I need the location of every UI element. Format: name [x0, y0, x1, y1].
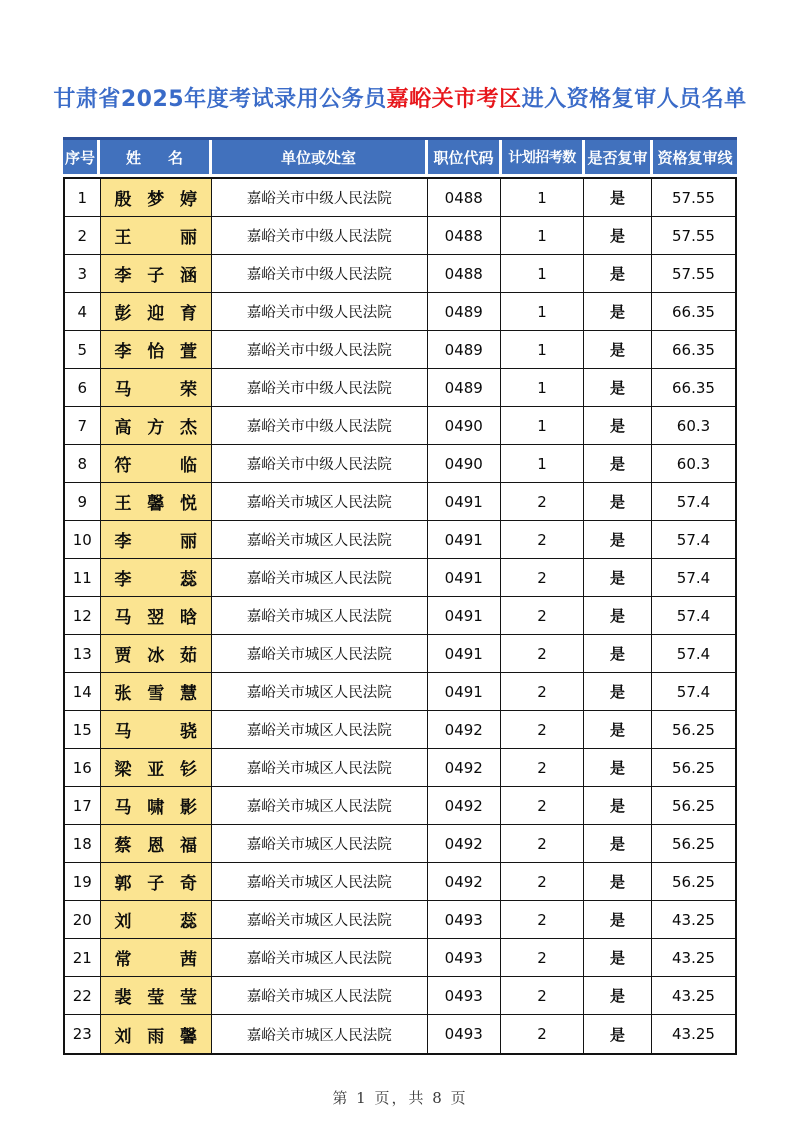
- cell-no: 13: [65, 635, 101, 673]
- cell-name: 马 翌 晗: [101, 597, 213, 635]
- cell-name: 李 蕊: [101, 559, 213, 597]
- column-header-plan: 计划招考数: [502, 140, 585, 174]
- cell-line: 57.4: [652, 635, 735, 673]
- cell-review: 是: [584, 255, 652, 293]
- column-header-code: 职位代码: [428, 140, 502, 174]
- table-row: [65, 825, 735, 863]
- cell-plan: 2: [501, 939, 584, 977]
- table-row: [65, 483, 735, 521]
- table-row: [65, 901, 735, 939]
- cell-review: 是: [584, 1015, 652, 1053]
- cell-line: 57.4: [652, 521, 735, 559]
- cell-no: 9: [65, 483, 101, 521]
- table-row: [65, 863, 735, 901]
- cell-name: 刘 雨 馨: [101, 1015, 213, 1053]
- cell-line: 43.25: [652, 977, 735, 1015]
- cell-plan: 1: [501, 293, 584, 331]
- cell-plan: 2: [501, 863, 584, 901]
- cell-code: 0489: [428, 293, 502, 331]
- cell-name: 李 子 涵: [101, 255, 213, 293]
- cell-code: 0492: [428, 749, 502, 787]
- cell-name: 彭 迎 育: [101, 293, 213, 331]
- cell-review: 是: [584, 179, 652, 217]
- cell-line: 66.35: [652, 331, 735, 369]
- table-row: [65, 635, 735, 673]
- table-row: [65, 521, 735, 559]
- page-footer: 第 1 页，共 8 页: [332, 1089, 468, 1107]
- cell-no: 4: [65, 293, 101, 331]
- cell-review: 是: [584, 521, 652, 559]
- cell-unit: 嘉峪关市城区人民法院: [212, 863, 428, 901]
- cell-plan: 1: [501, 445, 584, 483]
- page-title: [0, 0, 800, 113]
- cell-review: 是: [584, 673, 652, 711]
- cell-review: 是: [584, 939, 652, 977]
- cell-line: 43.25: [652, 901, 735, 939]
- column-header-name: 姓 名: [100, 140, 212, 174]
- column-header-line: 资格复审线: [653, 140, 737, 174]
- column-header-unit: 单位或处室: [212, 140, 428, 174]
- cell-code: 0492: [428, 825, 502, 863]
- cell-line: 56.25: [652, 863, 735, 901]
- cell-name: 贾 冰 茹: [101, 635, 213, 673]
- cell-unit: 嘉峪关市中级人民法院: [212, 217, 428, 255]
- cell-line: 57.4: [652, 673, 735, 711]
- cell-unit: 嘉峪关市城区人民法院: [212, 483, 428, 521]
- table-row: [65, 369, 735, 407]
- cell-plan: 1: [501, 331, 584, 369]
- cell-unit: 嘉峪关市城区人民法院: [212, 749, 428, 787]
- cell-code: 0493: [428, 901, 502, 939]
- cell-unit: 嘉峪关市城区人民法院: [212, 521, 428, 559]
- cell-unit: 嘉峪关市城区人民法院: [212, 939, 428, 977]
- cell-plan: 1: [501, 369, 584, 407]
- table-row: [65, 293, 735, 331]
- cell-no: 17: [65, 787, 101, 825]
- cell-plan: 2: [501, 901, 584, 939]
- cell-line: 66.35: [652, 293, 735, 331]
- table-row: [65, 217, 735, 255]
- cell-plan: 2: [501, 749, 584, 787]
- cell-unit: 嘉峪关市城区人民法院: [212, 635, 428, 673]
- cell-no: 11: [65, 559, 101, 597]
- cell-unit: 嘉峪关市城区人民法院: [212, 673, 428, 711]
- cell-plan: 1: [501, 407, 584, 445]
- cell-line: 56.25: [652, 711, 735, 749]
- cell-no: 1: [65, 179, 101, 217]
- cell-review: 是: [584, 635, 652, 673]
- table-row: [65, 673, 735, 711]
- cell-name: 张 雪 慧: [101, 673, 213, 711]
- cell-code: 0491: [428, 673, 502, 711]
- cell-plan: 2: [501, 635, 584, 673]
- cell-no: 8: [65, 445, 101, 483]
- table-row: [65, 787, 735, 825]
- cell-plan: 2: [501, 977, 584, 1015]
- cell-no: 6: [65, 369, 101, 407]
- cell-name: 裴 莹 莹: [101, 977, 213, 1015]
- cell-review: 是: [584, 331, 652, 369]
- cell-code: 0491: [428, 559, 502, 597]
- cell-name: 常 茜: [101, 939, 213, 977]
- title-part-2: 进入资格复审人员名单: [521, 87, 747, 112]
- cell-no: 5: [65, 331, 101, 369]
- cell-no: 10: [65, 521, 101, 559]
- cell-line: 57.4: [652, 483, 735, 521]
- table-row: [65, 749, 735, 787]
- cell-code: 0490: [428, 445, 502, 483]
- cell-review: 是: [584, 597, 652, 635]
- cell-no: 2: [65, 217, 101, 255]
- cell-no: 14: [65, 673, 101, 711]
- cell-name: 郭 子 奇: [101, 863, 213, 901]
- cell-code: 0493: [428, 977, 502, 1015]
- column-header-no: 序号: [63, 140, 100, 174]
- cell-code: 0489: [428, 369, 502, 407]
- cell-no: 21: [65, 939, 101, 977]
- cell-plan: 2: [501, 825, 584, 863]
- cell-no: 7: [65, 407, 101, 445]
- cell-review: 是: [584, 483, 652, 521]
- cell-review: 是: [584, 787, 652, 825]
- cell-code: 0491: [428, 597, 502, 635]
- table-row: [65, 445, 735, 483]
- cell-name: 王 馨 悦: [101, 483, 213, 521]
- cell-plan: 2: [501, 673, 584, 711]
- cell-name: 梁 亚 钐: [101, 749, 213, 787]
- cell-review: 是: [584, 711, 652, 749]
- cell-code: 0492: [428, 863, 502, 901]
- cell-plan: 2: [501, 711, 584, 749]
- cell-name: 符 临: [101, 445, 213, 483]
- cell-code: 0491: [428, 635, 502, 673]
- table-row: [65, 939, 735, 977]
- cell-code: 0488: [428, 255, 502, 293]
- cell-name: 王 丽: [101, 217, 213, 255]
- table-row: [65, 179, 735, 217]
- table-row: [65, 977, 735, 1015]
- cell-unit: 嘉峪关市中级人民法院: [212, 407, 428, 445]
- cell-line: 43.25: [652, 939, 735, 977]
- cell-no: 22: [65, 977, 101, 1015]
- cell-line: 66.35: [652, 369, 735, 407]
- cell-plan: 2: [501, 521, 584, 559]
- cell-no: 20: [65, 901, 101, 939]
- cell-line: 60.3: [652, 407, 735, 445]
- cell-unit: 嘉峪关市中级人民法院: [212, 331, 428, 369]
- cell-unit: 嘉峪关市城区人民法院: [212, 597, 428, 635]
- title-highlight: 嘉峪关市考区: [386, 87, 522, 112]
- table-row: [65, 331, 735, 369]
- results-table: [63, 137, 737, 1055]
- cell-unit: 嘉峪关市城区人民法院: [212, 977, 428, 1015]
- table-body: [63, 177, 737, 1055]
- cell-plan: 2: [501, 483, 584, 521]
- cell-name: 李 丽: [101, 521, 213, 559]
- cell-no: 12: [65, 597, 101, 635]
- cell-unit: 嘉峪关市城区人民法院: [212, 559, 428, 597]
- cell-line: 57.55: [652, 217, 735, 255]
- cell-name: 马 骁: [101, 711, 213, 749]
- cell-unit: 嘉峪关市城区人民法院: [212, 1015, 428, 1053]
- cell-no: 16: [65, 749, 101, 787]
- cell-name: 殷 梦 婷: [101, 179, 213, 217]
- cell-line: 56.25: [652, 787, 735, 825]
- cell-code: 0493: [428, 939, 502, 977]
- cell-line: 60.3: [652, 445, 735, 483]
- cell-plan: 2: [501, 559, 584, 597]
- cell-review: 是: [584, 749, 652, 787]
- cell-code: 0488: [428, 179, 502, 217]
- table-row: [65, 1015, 735, 1053]
- cell-code: 0488: [428, 217, 502, 255]
- table-row: [65, 255, 735, 293]
- cell-name: 高 方 杰: [101, 407, 213, 445]
- cell-name: 蔡 恩 福: [101, 825, 213, 863]
- cell-unit: 嘉峪关市中级人民法院: [212, 445, 428, 483]
- cell-unit: 嘉峪关市中级人民法院: [212, 255, 428, 293]
- cell-line: 57.55: [652, 179, 735, 217]
- cell-line: 56.25: [652, 749, 735, 787]
- cell-code: 0489: [428, 331, 502, 369]
- cell-review: 是: [584, 407, 652, 445]
- cell-unit: 嘉峪关市城区人民法院: [212, 901, 428, 939]
- cell-line: 56.25: [652, 825, 735, 863]
- cell-review: 是: [584, 369, 652, 407]
- cell-review: 是: [584, 901, 652, 939]
- cell-unit: 嘉峪关市城区人民法院: [212, 711, 428, 749]
- cell-unit: 嘉峪关市城区人民法院: [212, 787, 428, 825]
- cell-line: 43.25: [652, 1015, 735, 1053]
- cell-line: 57.55: [652, 255, 735, 293]
- cell-unit: 嘉峪关市城区人民法院: [212, 825, 428, 863]
- column-header-review: 是否复审: [585, 140, 653, 174]
- cell-review: 是: [584, 977, 652, 1015]
- cell-review: 是: [584, 445, 652, 483]
- table-row: [65, 559, 735, 597]
- cell-unit: 嘉峪关市中级人民法院: [212, 369, 428, 407]
- table-row: [65, 711, 735, 749]
- cell-review: 是: [584, 559, 652, 597]
- cell-no: 23: [65, 1015, 101, 1053]
- cell-plan: 1: [501, 217, 584, 255]
- table-row: [65, 597, 735, 635]
- cell-plan: 2: [501, 597, 584, 635]
- cell-code: 0492: [428, 787, 502, 825]
- cell-code: 0493: [428, 1015, 502, 1053]
- cell-unit: 嘉峪关市中级人民法院: [212, 293, 428, 331]
- cell-line: 57.4: [652, 559, 735, 597]
- cell-no: 19: [65, 863, 101, 901]
- cell-plan: 2: [501, 1015, 584, 1053]
- cell-review: 是: [584, 863, 652, 901]
- cell-code: 0490: [428, 407, 502, 445]
- table-row: [65, 407, 735, 445]
- cell-no: 3: [65, 255, 101, 293]
- cell-line: 57.4: [652, 597, 735, 635]
- cell-review: 是: [584, 825, 652, 863]
- cell-review: 是: [584, 293, 652, 331]
- cell-name: 马 荣: [101, 369, 213, 407]
- cell-plan: 2: [501, 787, 584, 825]
- cell-review: 是: [584, 217, 652, 255]
- cell-no: 18: [65, 825, 101, 863]
- cell-no: 15: [65, 711, 101, 749]
- cell-name: 李 怡 萱: [101, 331, 213, 369]
- title-part-1: 甘肃省2025年度考试录用公务员: [53, 87, 387, 112]
- cell-name: 马 啸 影: [101, 787, 213, 825]
- cell-code: 0492: [428, 711, 502, 749]
- cell-plan: 1: [501, 179, 584, 217]
- cell-plan: 1: [501, 255, 584, 293]
- table-header-row: [63, 137, 737, 174]
- cell-code: 0491: [428, 521, 502, 559]
- cell-unit: 嘉峪关市中级人民法院: [212, 179, 428, 217]
- cell-name: 刘 蕊: [101, 901, 213, 939]
- cell-code: 0491: [428, 483, 502, 521]
